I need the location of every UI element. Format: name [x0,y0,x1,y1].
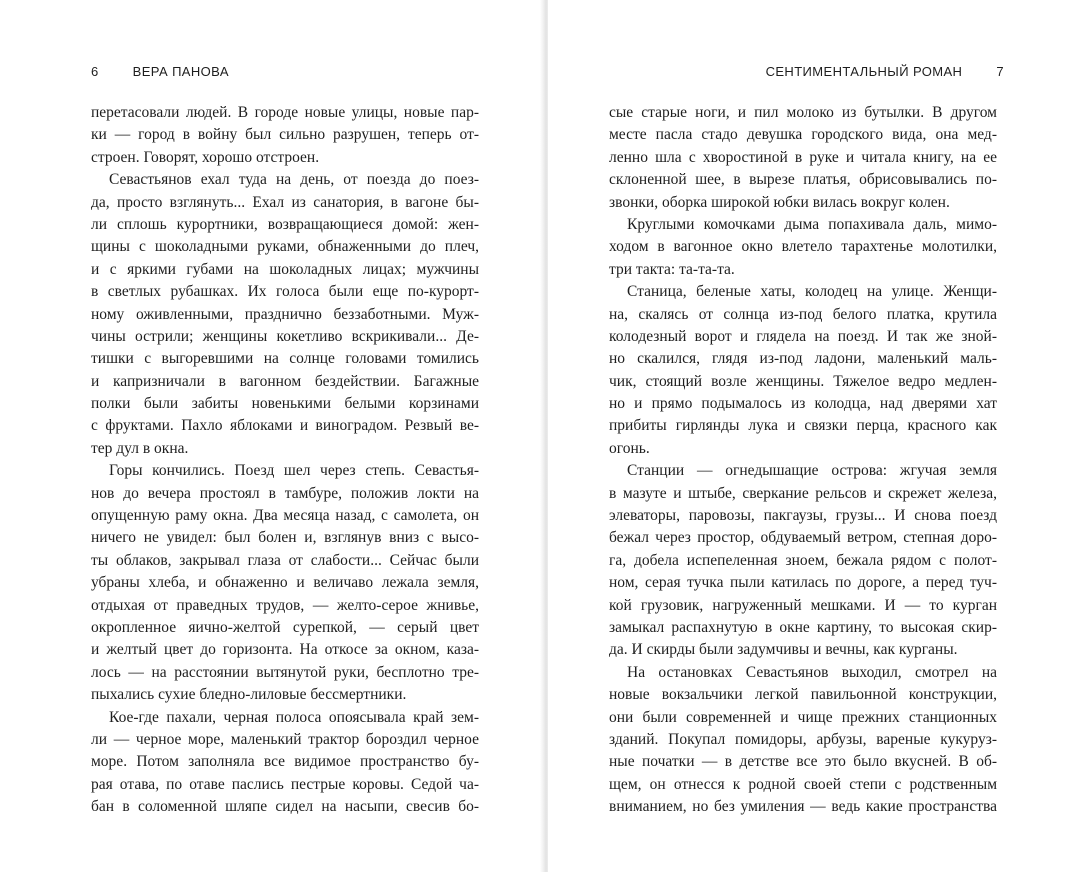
text-line: га, добела испепеленная зноем, бежала рядом с полот- [609,551,997,569]
text-line: Станции — огнедышащие острова: жгучая земля [627,462,997,480]
text-line: прибиты гирлянды лука и связки перца, красного как [609,417,997,435]
text-line: щины с шоколадными руками, обнаженными до плеч, [91,238,479,256]
left-page-text [91,102,479,819]
text-line: и капризничали в вагонном бездействии. Багажные [91,372,479,390]
text-line: полки были забиты новенькими белыми корзинами [91,395,479,413]
text-line: они были современней и чище прежних станционных [609,708,997,726]
text-line: море. Потом заполняла все видимое пространство бу- [91,753,479,771]
text-line: на, скалясь от солнца из-под белого платка, крутила [609,305,997,323]
text-line: замыкал распахнутую в окне картину, то высокая скир- [609,618,997,636]
text-line: щем, он отнесся к родной своей степи с родственным [609,775,997,793]
text-line: новые вокзальчики легкой павильонной конструкции, [609,686,997,704]
right-page [548,0,1092,872]
text-line: Станица, беленые хаты, колодец на улице. Женщи- [627,283,997,301]
text-line: ли сплошь курортники, возвращающиеся домой: жен- [91,215,479,233]
text-line: зданий. Покупал помидоры, арбузы, вареные кукуруз- [609,730,997,748]
text-line: чины острили; женщины кокетливо вскрикивали... Де- [91,327,479,345]
text-line: да. И скирды были задумчивы и вечны, как курганы. [609,641,958,659]
text-line: кой грузовик, нагруженный мешками. И — то курган [609,596,997,614]
text-line: чик, стоящий возле женщины. Тяжелое ведро медлен- [609,372,997,390]
text-line: Горы кончились. Поезд шел через степь. Севастья- [109,462,479,480]
text-line: окропленное яично-желтой сурепкой, — серый цвет [91,618,479,636]
right-page-header [766,64,1004,79]
text-line: и желтый цвет до горизонта. На откосе за окном, каза- [91,641,479,659]
text-line: ному оживленными, празднично беззаботными. Муж- [91,305,479,323]
text-line: склоненной шее, в вырезе платья, обрисовывались по- [609,171,997,189]
text-line: Круглыми комочками дыма попахивала даль, мимо- [627,215,997,233]
text-line: и с яркими губами на шоколадных лицах; мужчины [91,260,479,278]
text-line: в мазуте и штыбе, сверкание рельсов и скрежет железа, [609,484,997,502]
text-line: тишки с выгоревшими на солнце головами томились [91,350,479,368]
text-line: ки — город в войну был сильно разрушен, теперь от- [91,126,479,144]
text-line: с фруктами. Пахло яблоками и виноградом. Резвый ве- [91,417,479,435]
text-line: перетасовали людей. В городе новые улицы, новые пар- [91,104,479,121]
text-line: три такта: та-та-та. [609,260,735,278]
text-line: вниманием, но без умиления — ведь какие пространства [609,798,997,816]
text-line: ные початки — в детстве все это было вкусней. В об- [609,753,997,771]
left-running-head: ВЕРА ПАНОВА [132,64,229,79]
right-running-head: СЕНТИМЕНТАЛЬНЫЙ РОМАН [765,64,963,79]
text-line: ленно шла с хворостиной в руке и читала книгу, на ее [609,148,997,166]
text-line: ничего не увидел: был болен и, взглянув вниз с высо- [91,529,479,547]
text-line: опущенную раму окна. Два месяца назад, с самолета, он [91,507,479,525]
text-line: элеваторы, паровозы, пакгаузы, грузы... И снова поезд [609,507,997,525]
text-line: тер дул в окна. [91,439,189,457]
text-line: Севастьянов ехал туда на день, от поезда до поез- [109,171,479,189]
text-line: рая отава, по отаве паслись пестрые коровы. Седой ча- [91,775,479,793]
text-line: ходом в вагонное окно влетело тарахтенье молотилки, [609,238,997,256]
text-line: колодезный ворот и глядела на поезд. И так же зной- [609,327,997,345]
text-line: звонки, оборка широкой юбки вилась вокруг колен. [609,193,950,211]
text-line: отдыхая от праведных трудов, — желто-серое жнивье, [91,596,479,614]
text-line: пыхались сухие бледно-лиловые бессмертники. [91,686,407,704]
text-line: На остановках Севастьянов выходил, смотрел на [627,663,997,681]
text-line: но и прямо подымалось из колодца, над дверями хат [609,395,997,413]
text-line: сые старые ноги, и пил молоко из бутылки. В другом [609,104,997,121]
text-line: Кое-где пахали, черная полоса опоясывала край зем- [109,708,479,726]
text-line: ты облаков, закрывал глаза от слабости... Сейчас были [91,551,479,569]
text-line: в светлых рубашках. Их голоса были еще по-курорт- [91,283,479,301]
text-line: огонь. [609,439,650,457]
text-line: бежал через простор, обдуваемый ветром, степная доро- [609,529,997,547]
text-line: ли — черное море, маленький трактор бороздил черное [91,730,479,748]
text-line: убраны хлеба, и обнаженно и величаво лежала земля, [91,574,479,592]
left-page [0,0,544,872]
text-line: ном, серая тучка пыли катилась по дороге, а перед туч- [609,574,997,592]
text-line: но скалился, глядя из-под ладони, маленький маль- [609,350,997,368]
left-page-header [91,64,229,79]
text-line: да, просто взглянуть... Ехал из санатория, в вагоне бы- [91,193,479,211]
text-line: месте пасла стадо девушка городского вида, она мед- [609,126,997,144]
right-page-number: 7 [996,64,1004,79]
text-line: бан в соломенной шляпе сидел на насыпи, свесив бо- [91,798,479,816]
text-line: лось — на расстоянии вытянутой руки, бесплотно тре- [91,663,479,681]
text-line: строен. Говорят, хорошо отстроен. [91,148,320,166]
right-page-text [609,102,997,819]
text-line: нов до вечера простоял в тамбуре, положив локти на [91,484,479,502]
left-page-number: 6 [91,64,99,79]
